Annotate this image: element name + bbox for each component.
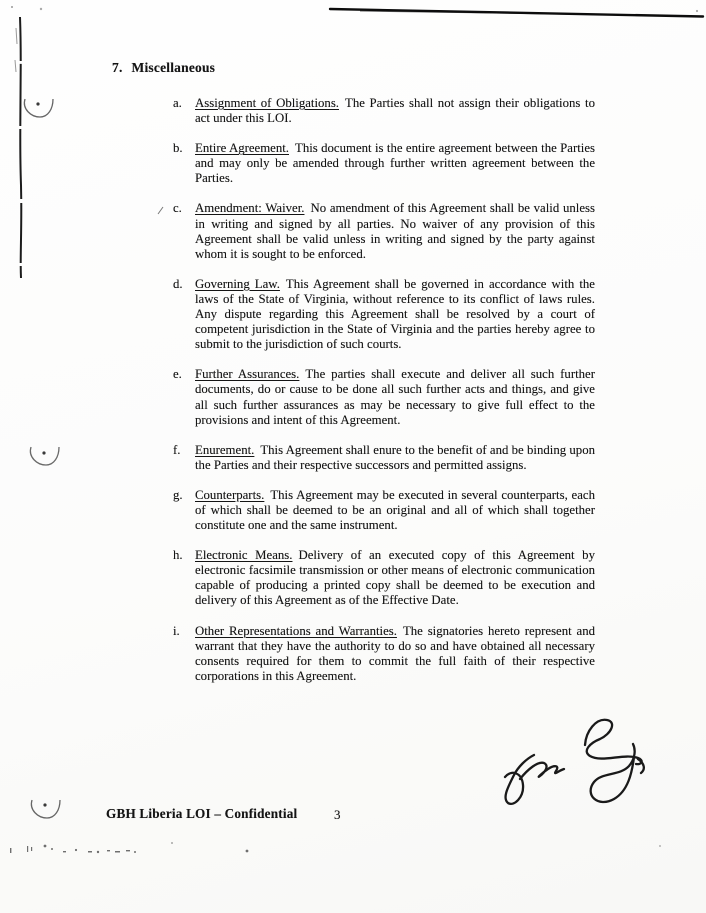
clause-paragraph xyxy=(195,443,595,473)
clause-heading: Assignment of Obligations. xyxy=(195,96,339,110)
clause-body: The parties shall execute and deliver all such further documents, do or cause to be done all such further acts and things, and give all such further assurances as may be necessary to give full effect to the provisions and intent of this Agreement. xyxy=(195,367,595,427)
punch-mark-middle-icon xyxy=(30,447,59,465)
clause-item xyxy=(173,277,595,352)
clause-paragraph xyxy=(195,367,595,427)
clause-letter: b. xyxy=(173,141,183,156)
scan-dot-icon xyxy=(40,8,42,10)
handwritten-signature-icon xyxy=(490,703,656,817)
clause-heading: Entire Agreement. xyxy=(195,141,289,156)
clause-paragraph xyxy=(195,277,595,352)
clause-heading: Governing Law. xyxy=(195,276,280,291)
clause-body: This Agreement shall enure to the benefit of and be binding upon the Parties and their respective successors and permitted assigns. xyxy=(195,442,595,472)
clause-paragraph xyxy=(195,548,595,608)
footer-page-number: 3 xyxy=(334,807,341,822)
clause-item xyxy=(173,96,595,126)
clause-item xyxy=(173,443,595,473)
footer-confidentiality-label: GBH Liberia LOI – Confidential xyxy=(106,806,298,821)
clause-heading: Counterparts. xyxy=(195,487,265,502)
clause-body: No amendment of this Agreement shall be valid unless in writing and signed by all parties. No waiver of any provision of this Agreement shall be valid unless in writing and signed by the party against whom it is sought to be enforced. xyxy=(195,201,595,261)
scan-fold-line-left-icon xyxy=(20,17,21,278)
clause-heading: Enurement. xyxy=(195,442,255,457)
clause-heading: Other Representations and Warranties. xyxy=(195,623,397,638)
scan-streak-top-shadow-icon xyxy=(360,11,660,16)
clause-body: The Parties shall not assign their obligations to act under this LOI. xyxy=(195,96,595,126)
scan-dot-icon xyxy=(11,6,13,8)
clause-letter: h. xyxy=(173,548,183,563)
punch-mark-top-icon xyxy=(24,99,53,117)
clause-item xyxy=(173,141,595,186)
clause-item xyxy=(173,201,595,261)
clause-paragraph xyxy=(195,141,595,186)
punch-mark-bottom-icon xyxy=(31,800,60,818)
clause-letter: i. xyxy=(173,623,180,638)
clause-letter: d. xyxy=(173,276,183,291)
clause-paragraph xyxy=(195,96,595,126)
clause-letter: f. xyxy=(173,442,181,457)
clause-letter: a. xyxy=(173,96,182,110)
scan-slash-mark-icon xyxy=(158,207,163,214)
clause-item xyxy=(173,624,595,684)
clause-body: Delivery of an executed copy of this Agreement by electronic facsimile transmission or other means of electronic communication capable of producing a printed copy shall be deemed to be execution and delivery of this Agreement as of the Effective Date. xyxy=(195,548,595,608)
clause-letter: c. xyxy=(173,201,182,216)
clause-letter: e. xyxy=(173,367,182,382)
clause-heading: Further Assurances. xyxy=(195,367,300,382)
clause-item xyxy=(173,548,595,608)
scan-fold-ticks-icon xyxy=(15,28,17,72)
clause-paragraph xyxy=(195,201,595,261)
clause-body: The signatories hereto represent and warrant that they have the authority to do so and have obtained all necessary consents required for them to commit the full faith of their respective corporations in this Agreement. xyxy=(195,623,595,683)
section-number: 7. xyxy=(112,60,123,75)
clause-paragraph xyxy=(195,624,595,684)
scan-streak-top-icon xyxy=(330,9,703,17)
clause-item xyxy=(173,367,595,427)
section-heading xyxy=(112,60,215,76)
clause-letter: g. xyxy=(173,487,183,502)
section-title: Miscellaneous xyxy=(131,60,216,75)
clause-list xyxy=(173,96,595,699)
clause-item xyxy=(173,488,595,533)
clause-body: This Agreement shall be governed in accordance with the laws of the State of Virginia, without reference to its conflict of laws rules. Any dispute regarding this Agreement shall be resolved by a court of competent jurisdiction in the State of Virginia and the parties hereby agree to submit to the jurisdiction of such courts. xyxy=(195,276,595,352)
clause-paragraph xyxy=(195,488,595,533)
clause-body: This document is the entire agreement between the Parties and may only be amended through further written agreement between the Parties. xyxy=(195,141,595,186)
clause-body: This Agreement may be executed in several counterparts, each of which shall be deemed to be an original and all of which shall together constitute one and the same instrument. xyxy=(195,487,595,533)
clause-heading: Electronic Means. xyxy=(195,548,293,563)
clause-heading: Amendment: Waiver. xyxy=(195,201,305,216)
